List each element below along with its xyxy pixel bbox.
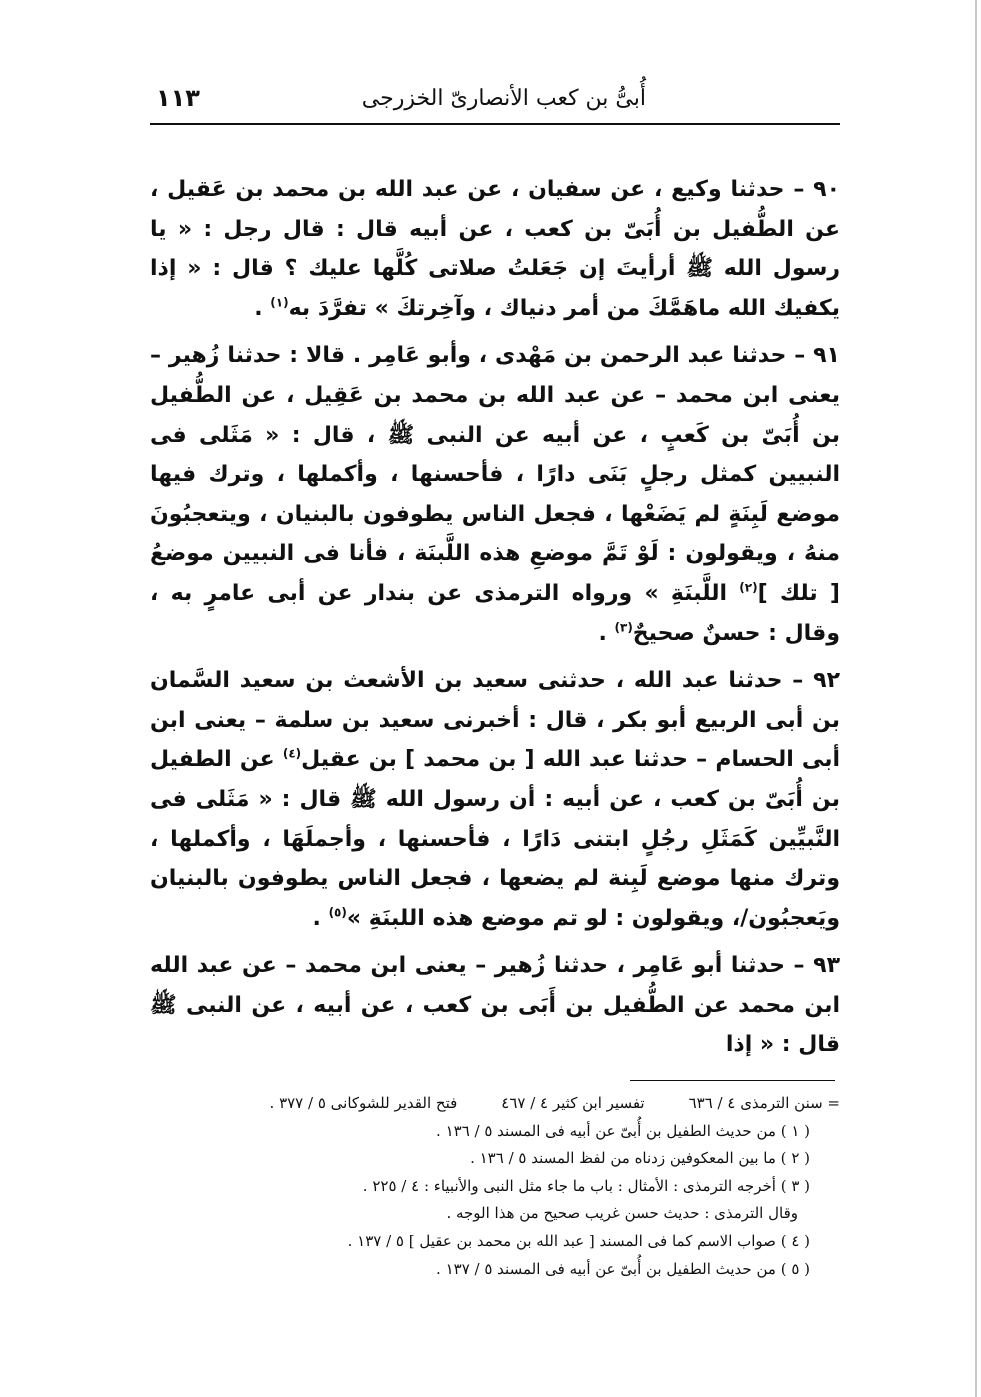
hadith-number: ٩٣ – <box>793 953 840 979</box>
footnote-3-cont: وقال الترمذى : حديث حسن غريب صحيح من هذا الوجه . <box>446 1204 798 1223</box>
paragraph-text: حدثنا وكيع ، عن سفيان ، عن عبد الله بن محمد بن عَقيل ، عن الطُّفيل بن أُبَىّ بن كعب ، عن أبيه قال : قال رجل : « يا رسول الله ﷺ أرأيتَ إن جَعَلتُ صلاتى كُلَّها عليك ؟ قال : « إذا يكفيك الله ماهَمَّكَ من أمر دنياك ، وآخِرتكَ » تفرَّدَ به <box>150 177 840 321</box>
footnotes <box>150 1090 840 1283</box>
running-title: أُبىُّ بن كعب الأنصارىّ الخزرجى <box>361 86 646 111</box>
page-number: ١١٣ <box>156 84 200 112</box>
paragraph-91 <box>150 336 840 653</box>
paragraph-92 <box>150 661 840 938</box>
footnote-1: ( ١ ) من حديث الطفيل بن أُبىّ عن أبيه فى المسند ٥ / ١٣٦ . <box>436 1121 810 1140</box>
footnote-marker: (٣) <box>614 620 633 635</box>
scan-edge <box>975 0 977 1397</box>
footnote-marker: (٢) <box>739 580 758 595</box>
paragraph-text-cont: عن الطفيل بن أُبَىّ بن كعب ، عن أبيه : أن رسول الله ﷺ قال : « مَثَلى فى النَّبيِّين كَمَثَلِ رجُلٍ ابتنى دَارًا ، فأحسنها ، وأجملَهَا ، وأكملها ، وترك منها موضع لَبِنة لم يضعها ، فجعل الناس يطوفون بالبنيان ويَعجبُون/، ويقولون : لو تم موضع هذه اللبنَةِ » <box>150 747 840 931</box>
hadith-number: ٩٢ – <box>792 668 840 694</box>
header-rule <box>150 123 840 125</box>
footnote-2: ( ٢ ) ما بين المعكوفين زدناه من لفظ المسند ٥ / ١٣٦ . <box>470 1149 810 1168</box>
paragraph-text-cont: اللَّبنَةِ » ورواه الترمذى عن بندار عن أبى عامرٍ به ، وقال : حسنٌ صحيحٌ <box>150 580 840 646</box>
paragraph-text: حدثنا عبد الله ، حدثنى سعيد بن الأشعث بن سعيد السَّمان بن أبى الربيع أبو بكر ، قال : أخبرنى سعيد بن سلمة – يعنى ابن أبى الحسام – حدثنا عبد الله [ بن محمد ] بن عقيل <box>150 668 840 773</box>
footnote-marker: (٤) <box>282 746 302 761</box>
footnote-marker: (١) <box>270 295 289 310</box>
paragraph-90 <box>150 170 840 328</box>
footnote-5: ( ٥ ) من حديث الطفيل بن أُبىّ عن أبيه فى المسند ٥ / ١٣٧ . <box>436 1259 810 1278</box>
paragraph-text: حدثنا عبد الرحمن بن مَهْدى ، وأبو عَامِر . قالا : حدثنا زُهير – يعنى ابن محمد – عن عبد الله بن محمد بن عَقِيل ، عن الطُّفيل بن أُبَىّ بن كَعبٍ ، عن أبيه عن النبى ﷺ ، قال : « مَثَلى فى النبيين كمثل رجلٍ بَنَى دارًا ، فأحسنها ، وأكملها ، وترك فيها موضع لَبِنَةٍ لم يَضَعْها ، فجعل الناس يطوفون بالبنيان ، ويتعجبُونَ منهُ ، ويقولون : لَوْ تَمَّ موضعِ هذه اللَّبنَة ، فأنا فى النبيين موضعُ [ تلك ] <box>150 343 840 606</box>
main-text <box>150 170 840 1073</box>
hadith-number: ٩١ – <box>794 343 840 369</box>
footnote-4: ( ٤ ) صواب الاسم كما فى المسند [ عبد الله بن محمد بن عقيل ] ٥ / ١٣٧ . <box>347 1231 810 1250</box>
paragraph-93 <box>150 946 840 1065</box>
footnote-ref: تفسير ابن كثير ٤ / ٤٦٧ <box>501 1094 645 1112</box>
paragraph-tail: . <box>598 620 615 646</box>
footnote-marker: (٥) <box>328 905 347 920</box>
footnote-continuation <box>150 1090 840 1118</box>
footnote-ref: فتح القدير للشوكانى ٥ / ٣٧٧ . <box>269 1094 458 1112</box>
running-head <box>150 78 836 122</box>
footnote-3: ( ٣ ) أخرجه الترمذى : الأمثال : باب ما جاء مثل النبى والأنبياء : ٤ / ٢٢٥ . <box>362 1176 810 1195</box>
paragraph-tail: . <box>312 905 329 931</box>
paragraph-text: حدثنا أبو عَامِر ، حدثنا زُهير – يعنى ابن محمد – عن عبد الله ابن محمد عن الطُّفيل بن أَبَى بن كعب ، عن أبيه ، عن النبى ﷺ قال : « إذا <box>150 953 840 1058</box>
footnote-ref: = سنن الترمذى ٤ / ٦٣٦ <box>688 1094 840 1112</box>
paragraph-tail: . <box>254 295 271 321</box>
hadith-number: ٩٠ – <box>793 177 840 202</box>
footnote-rule <box>630 1080 835 1081</box>
